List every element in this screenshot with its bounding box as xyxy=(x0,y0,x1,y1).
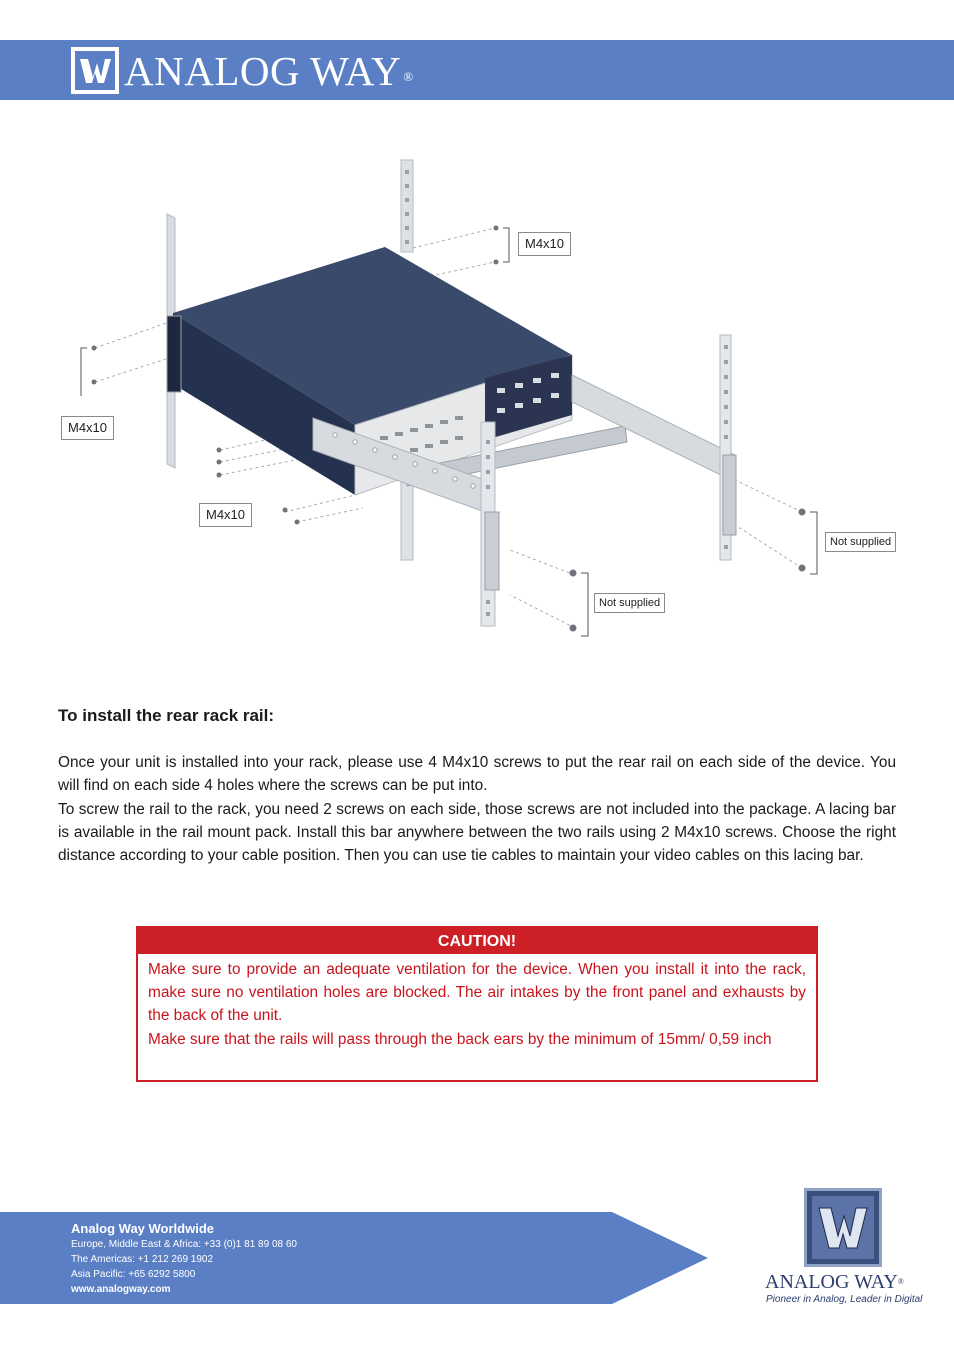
rack-rail-diagram xyxy=(45,150,905,650)
header-brand: ANALOG WAY ® xyxy=(124,48,414,94)
caution-body xyxy=(138,954,816,1051)
footer-website-link[interactable]: www.analogway.com xyxy=(71,1284,171,1295)
caution-title: CAUTION! xyxy=(138,928,816,954)
callout-rear-top-screws: M4x10 xyxy=(518,232,571,256)
rack-installation-illustration xyxy=(45,150,905,650)
footer-contacts xyxy=(71,1220,297,1297)
instructions-paragraph: Once your unit is installed into your rack, please use 4 M4x10 screws to put the rear rail on each side of the device. You will find on each side 4 holes where the screws can be put into. xyxy=(58,754,896,795)
caution-box xyxy=(136,926,818,1082)
instructions-paragraph: To screw the rail to the rack, you need 2 screws on each side, those screws are not included into the package. A lacing bar is available in the rail mount pack. Install this bar anywhere between the two rails using 2 M4x10 screws. Choose the right distance according to your cable position. Then you can use tie cables to maintain your video cables on this lacing bar. xyxy=(58,800,896,865)
caution-paragraph: Make sure to provide an adequate ventilation for the device. When you install it into the rack, make sure no ventilation holes are blocked. The air intakes by the front panel and exhausts by the back of the unit. xyxy=(148,961,806,1025)
callout-not-supplied-rear: Not supplied xyxy=(825,532,896,552)
aw-logo-icon xyxy=(71,47,119,94)
footer-phone-americas: The Americas: +1 212 269 1902 xyxy=(71,1254,214,1265)
footer-logo-icon xyxy=(804,1188,882,1267)
footer-brand: ANALOG WAY® xyxy=(765,1271,904,1293)
callout-not-supplied-front: Not supplied xyxy=(594,593,665,613)
brand-logo xyxy=(71,47,119,94)
footer-tagline: Pioneer in Analog, Leader in Digital xyxy=(766,1294,923,1305)
footer-title: Analog Way Worldwide xyxy=(71,1221,215,1236)
footer-phone-emea: Europe, Middle East & Africa: +33 (0)1 81 89 08 60 xyxy=(71,1239,297,1250)
instructions-body xyxy=(58,751,896,867)
section-heading: To install the rear rack rail: xyxy=(58,706,275,725)
caution-paragraph: Make sure that the rails will pass through the back ears by the minimum of 15mm/ 0,59 inch xyxy=(148,1030,772,1048)
callout-left-ear-screws: M4x10 xyxy=(61,416,114,440)
footer-phone-asia: Asia Pacific: +65 6292 5800 xyxy=(71,1269,196,1280)
callout-front-rail-screws: M4x10 xyxy=(199,503,252,527)
